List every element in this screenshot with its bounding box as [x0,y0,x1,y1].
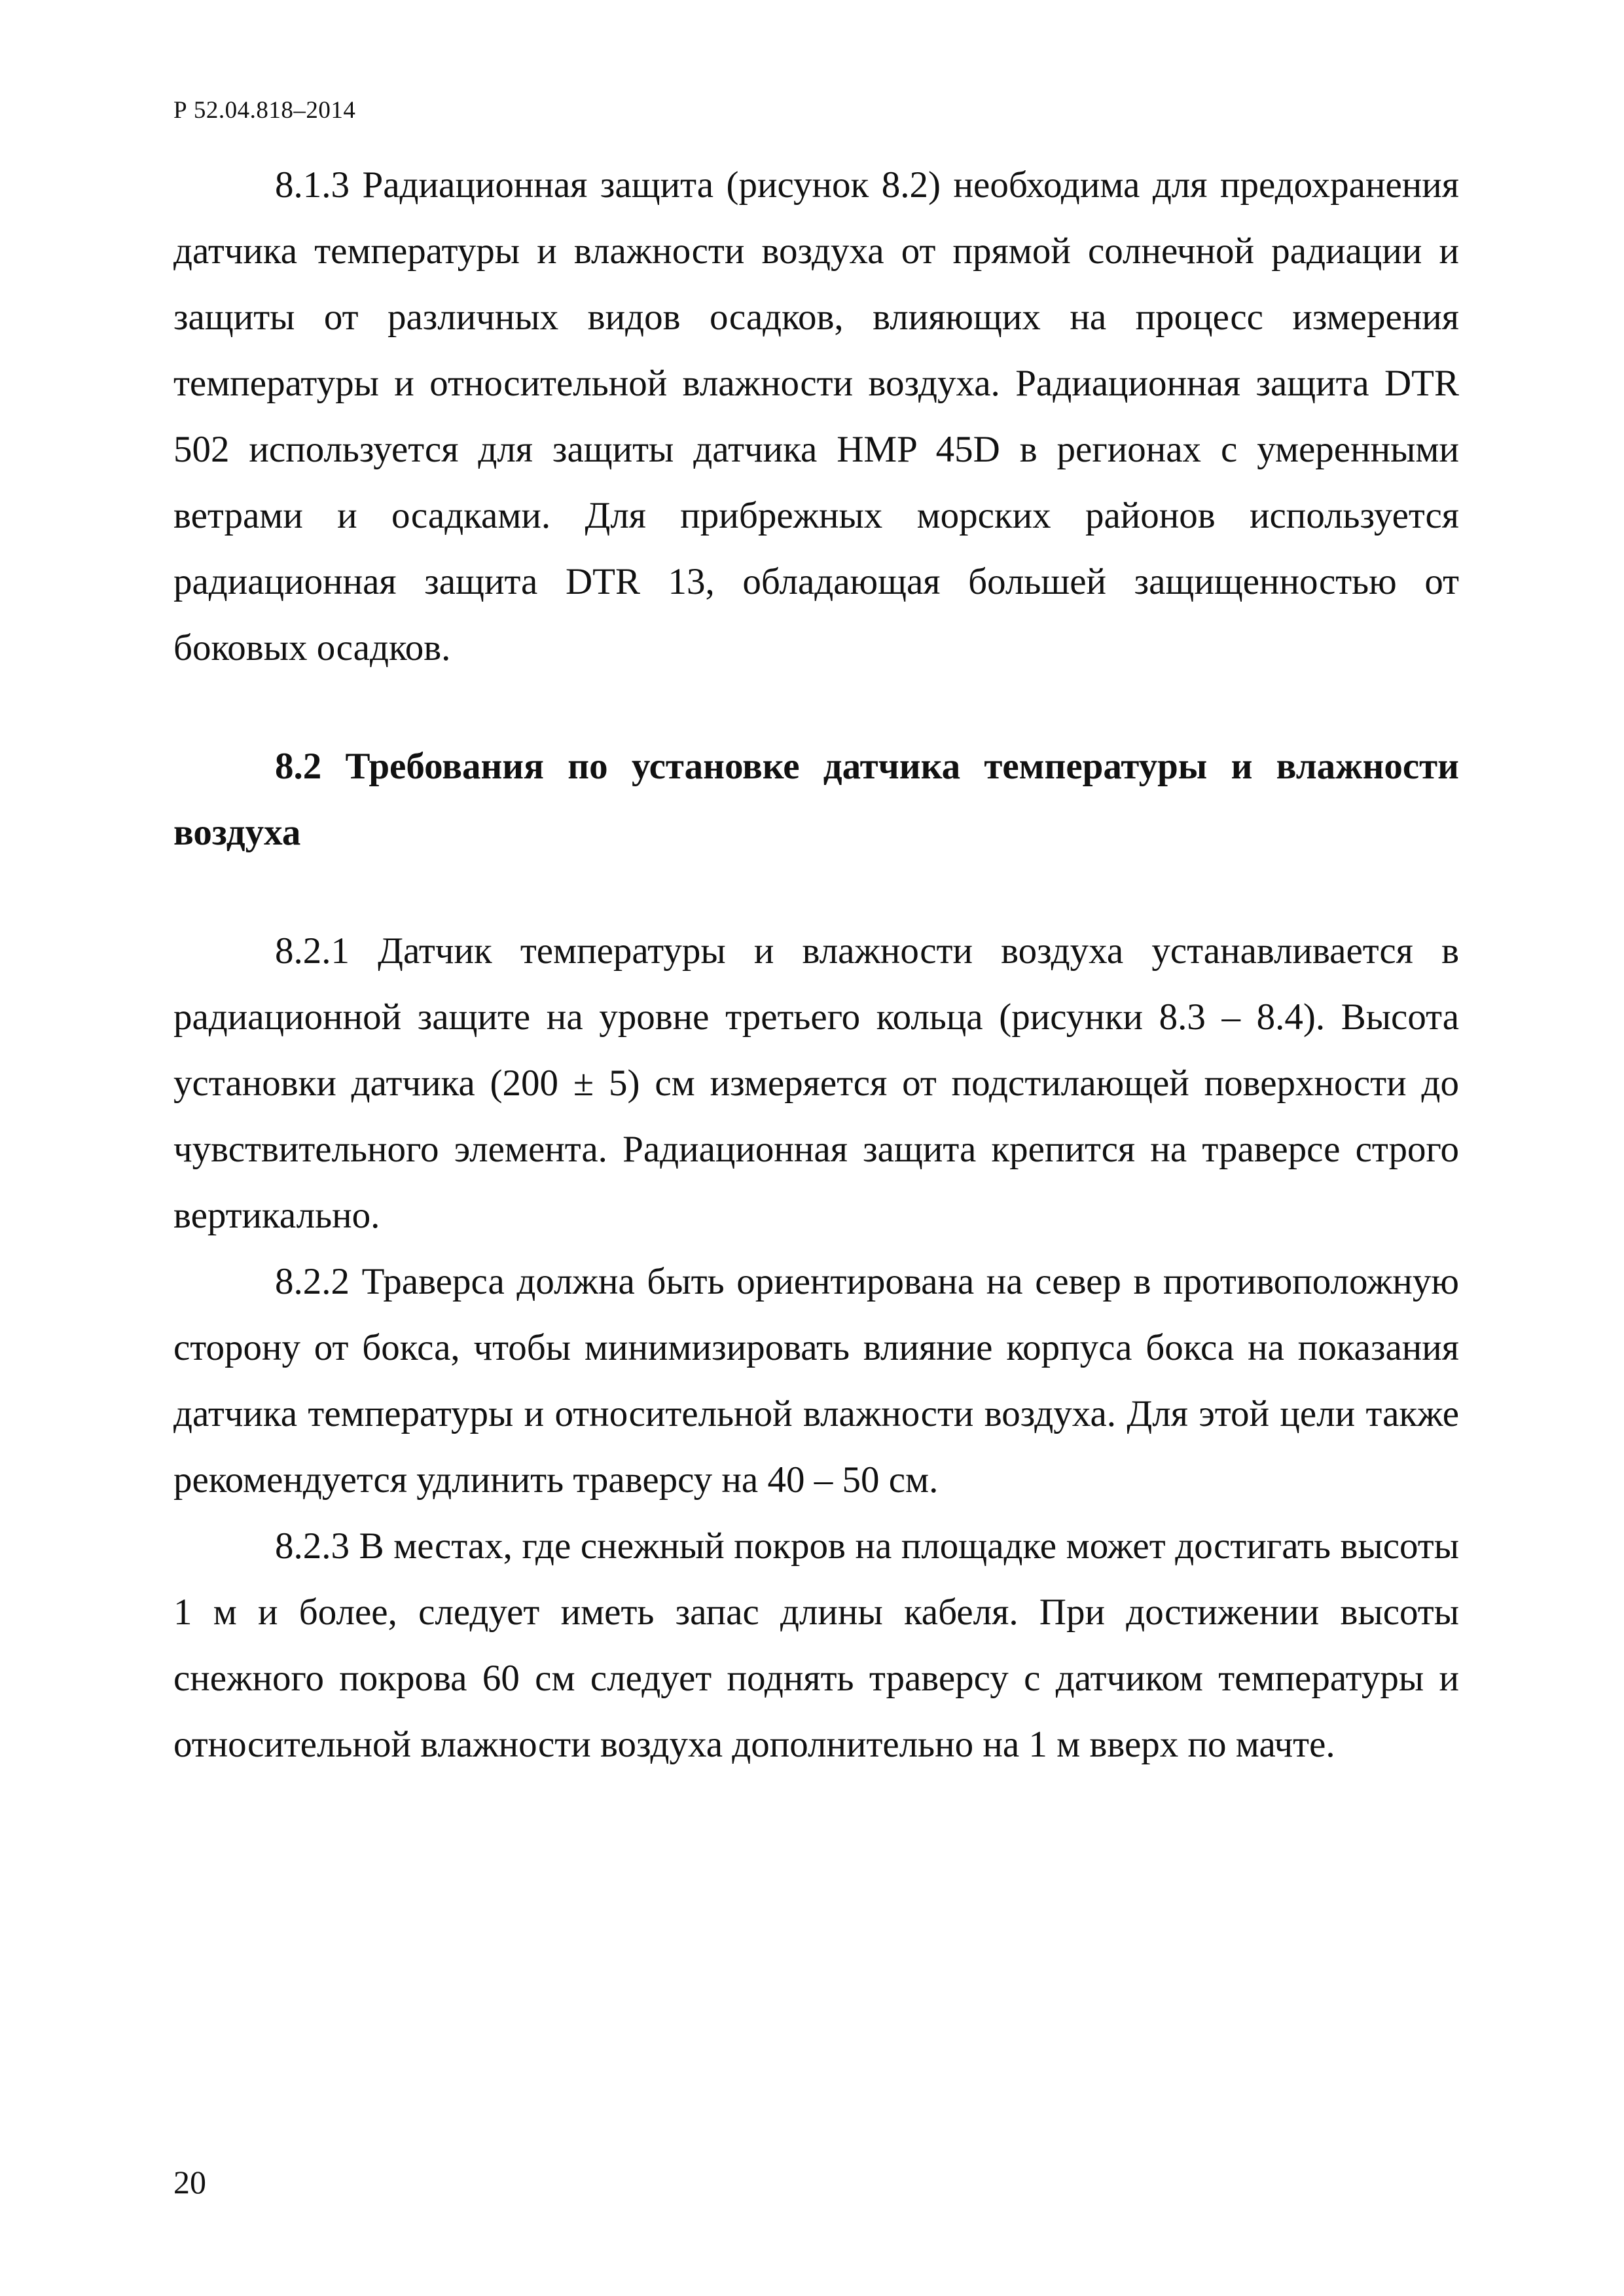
document-code: Р 52.04.818–2014 [173,97,356,124]
document-body [173,152,1459,1777]
paragraph-8-2-2: 8.2.2 Траверса должна быть ориентирована на север в противоположную сторону от бокса, чтобы минимизировать влияние корпуса бокса на показания датчика температуры и относительной влажности воздуха. Для этой цели также рекомендуется удлинить траверсу на 40 – 50 см. [173,1261,1459,1501]
page-number: 20 [173,2164,206,2200]
paragraph-8-1-3: 8.1.3 Радиационная защита (рисунок 8.2) необходима для предохранения датчика температуры и влажности воздуха от прямой солнечной радиации и защиты от различных видов осадков, влияющих на процесс измерения температуры и относительной влажности воздуха. Радиационная защита DTR 502 используется для защиты датчика HMP 45D в регионах с умеренными ветрами и осадками. Для прибрежных морских районов используется радиационная защита DTR 13, обладающая большей защищенностью от боковых осадков. [173,164,1459,668]
section-heading-8-2: 8.2 Требования по установке датчика температуры и влажности воздуха [173,746,1459,853]
paragraph-8-2-1: 8.2.1 Датчик температуры и влажности воздуха устанавливается в радиационной защите на уровне третьего кольца (рисунки 8.3 – 8.4). Высота установки датчика (200 ± 5) см измеряется от подстилающей поверхности до чувствительного элемента. Радиационная защита крепится на траверсе строго вертикально. [173,930,1459,1236]
paragraph-8-2-3: 8.2.3 В местах, где снежный покров на площадке может достигать высоты 1 м и более, следует иметь запас длины кабеля. При достижении высоты снежного покрова 60 см следует поднять траверсу с датчиком температуры и относительной влажности воздуха дополнительно на 1 м вверх по мачте. [173,1525,1459,1765]
